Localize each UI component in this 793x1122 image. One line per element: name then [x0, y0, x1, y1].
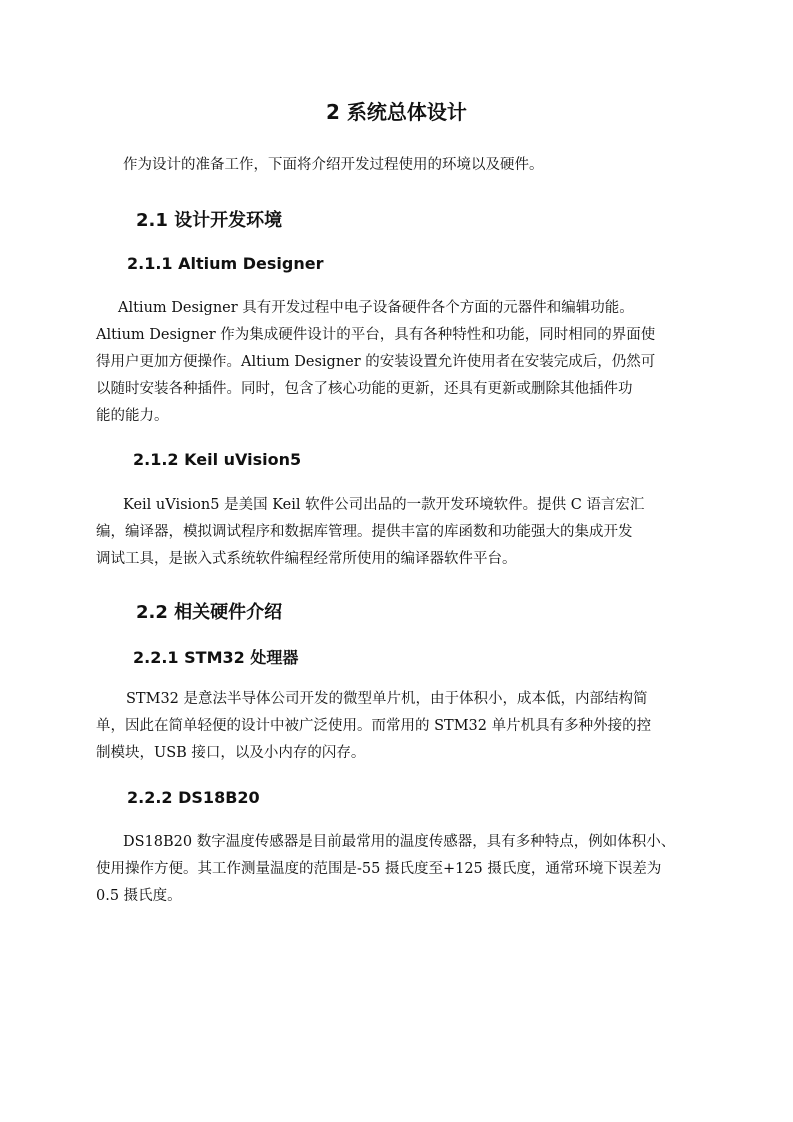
section-heading-2-1: 2.1 设计开发环境 [136, 210, 283, 231]
paragraph-line: 调试工具，是嵌入式系统软件编程经常所使用的编译器软件平台。 [96, 551, 517, 567]
intro-paragraph: 作为设计的准备工作，下面将介绍开发过程使用的环境以及硬件。 [123, 157, 544, 173]
paragraph-line: 单，因此在简单轻便的设计中被广泛使用。而常用的 STM32 单片机具有多种外接的控 [96, 718, 652, 734]
paragraph-line: Altium Designer 具有开发过程中电子设备硬件各个方面的元器件和编辑功能。 [118, 300, 634, 316]
section-heading-2-2-1: 2.2.1 STM32 处理器 [133, 648, 299, 667]
paragraph-line: Altium Designer 作为集成硬件设计的平台，具有各种特性和功能，同时相同的界面使 [96, 327, 656, 343]
paragraph-line: Keil uVision5 是美国 Keil 软件公司出品的一款开发环境软件。提供 C 语言宏汇 [123, 497, 645, 513]
section-heading-2-1-1: 2.1.1 Altium Designer [127, 254, 324, 273]
paragraph-line: 0.5 摄氏度。 [96, 888, 182, 904]
paragraph-line: 制模块，USB 接口，以及小内存的闪存。 [96, 745, 366, 761]
paragraph-line: 编，编译器，模拟调试程序和数据库管理。提供丰富的库函数和功能强大的集成开发 [96, 524, 633, 540]
paragraph-line: STM32 是意法半导体公司开发的微型单片机，由于体积小，成本低，内部结构简 [126, 691, 648, 707]
paragraph-line: 使用操作方便。其工作测量温度的范围是-55 摄氏度至+125 摄氏度，通常环境下误差为 [96, 861, 662, 877]
paragraph-line: 以随时安装各种插件。同时，包含了核心功能的更新，还具有更新或删除其他插件功 [96, 381, 633, 397]
paragraph-line: 得用户更加方便操作。Altium Designer 的安装设置允许使用者在安装完成后，仍然可 [96, 354, 656, 370]
section-heading-2-2: 2.2 相关硬件介绍 [136, 602, 283, 623]
paragraph-line: 能的能力。 [96, 408, 169, 424]
page-title: 2 系统总体设计 [326, 100, 467, 124]
section-heading-2-2-2: 2.2.2 DS18B20 [127, 788, 260, 807]
section-heading-2-1-2: 2.1.2 Keil uVision5 [133, 450, 302, 469]
paragraph-line: DS18B20 数字温度传感器是目前最常用的温度传感器，具有多种特点，例如体积小、 [123, 834, 676, 850]
